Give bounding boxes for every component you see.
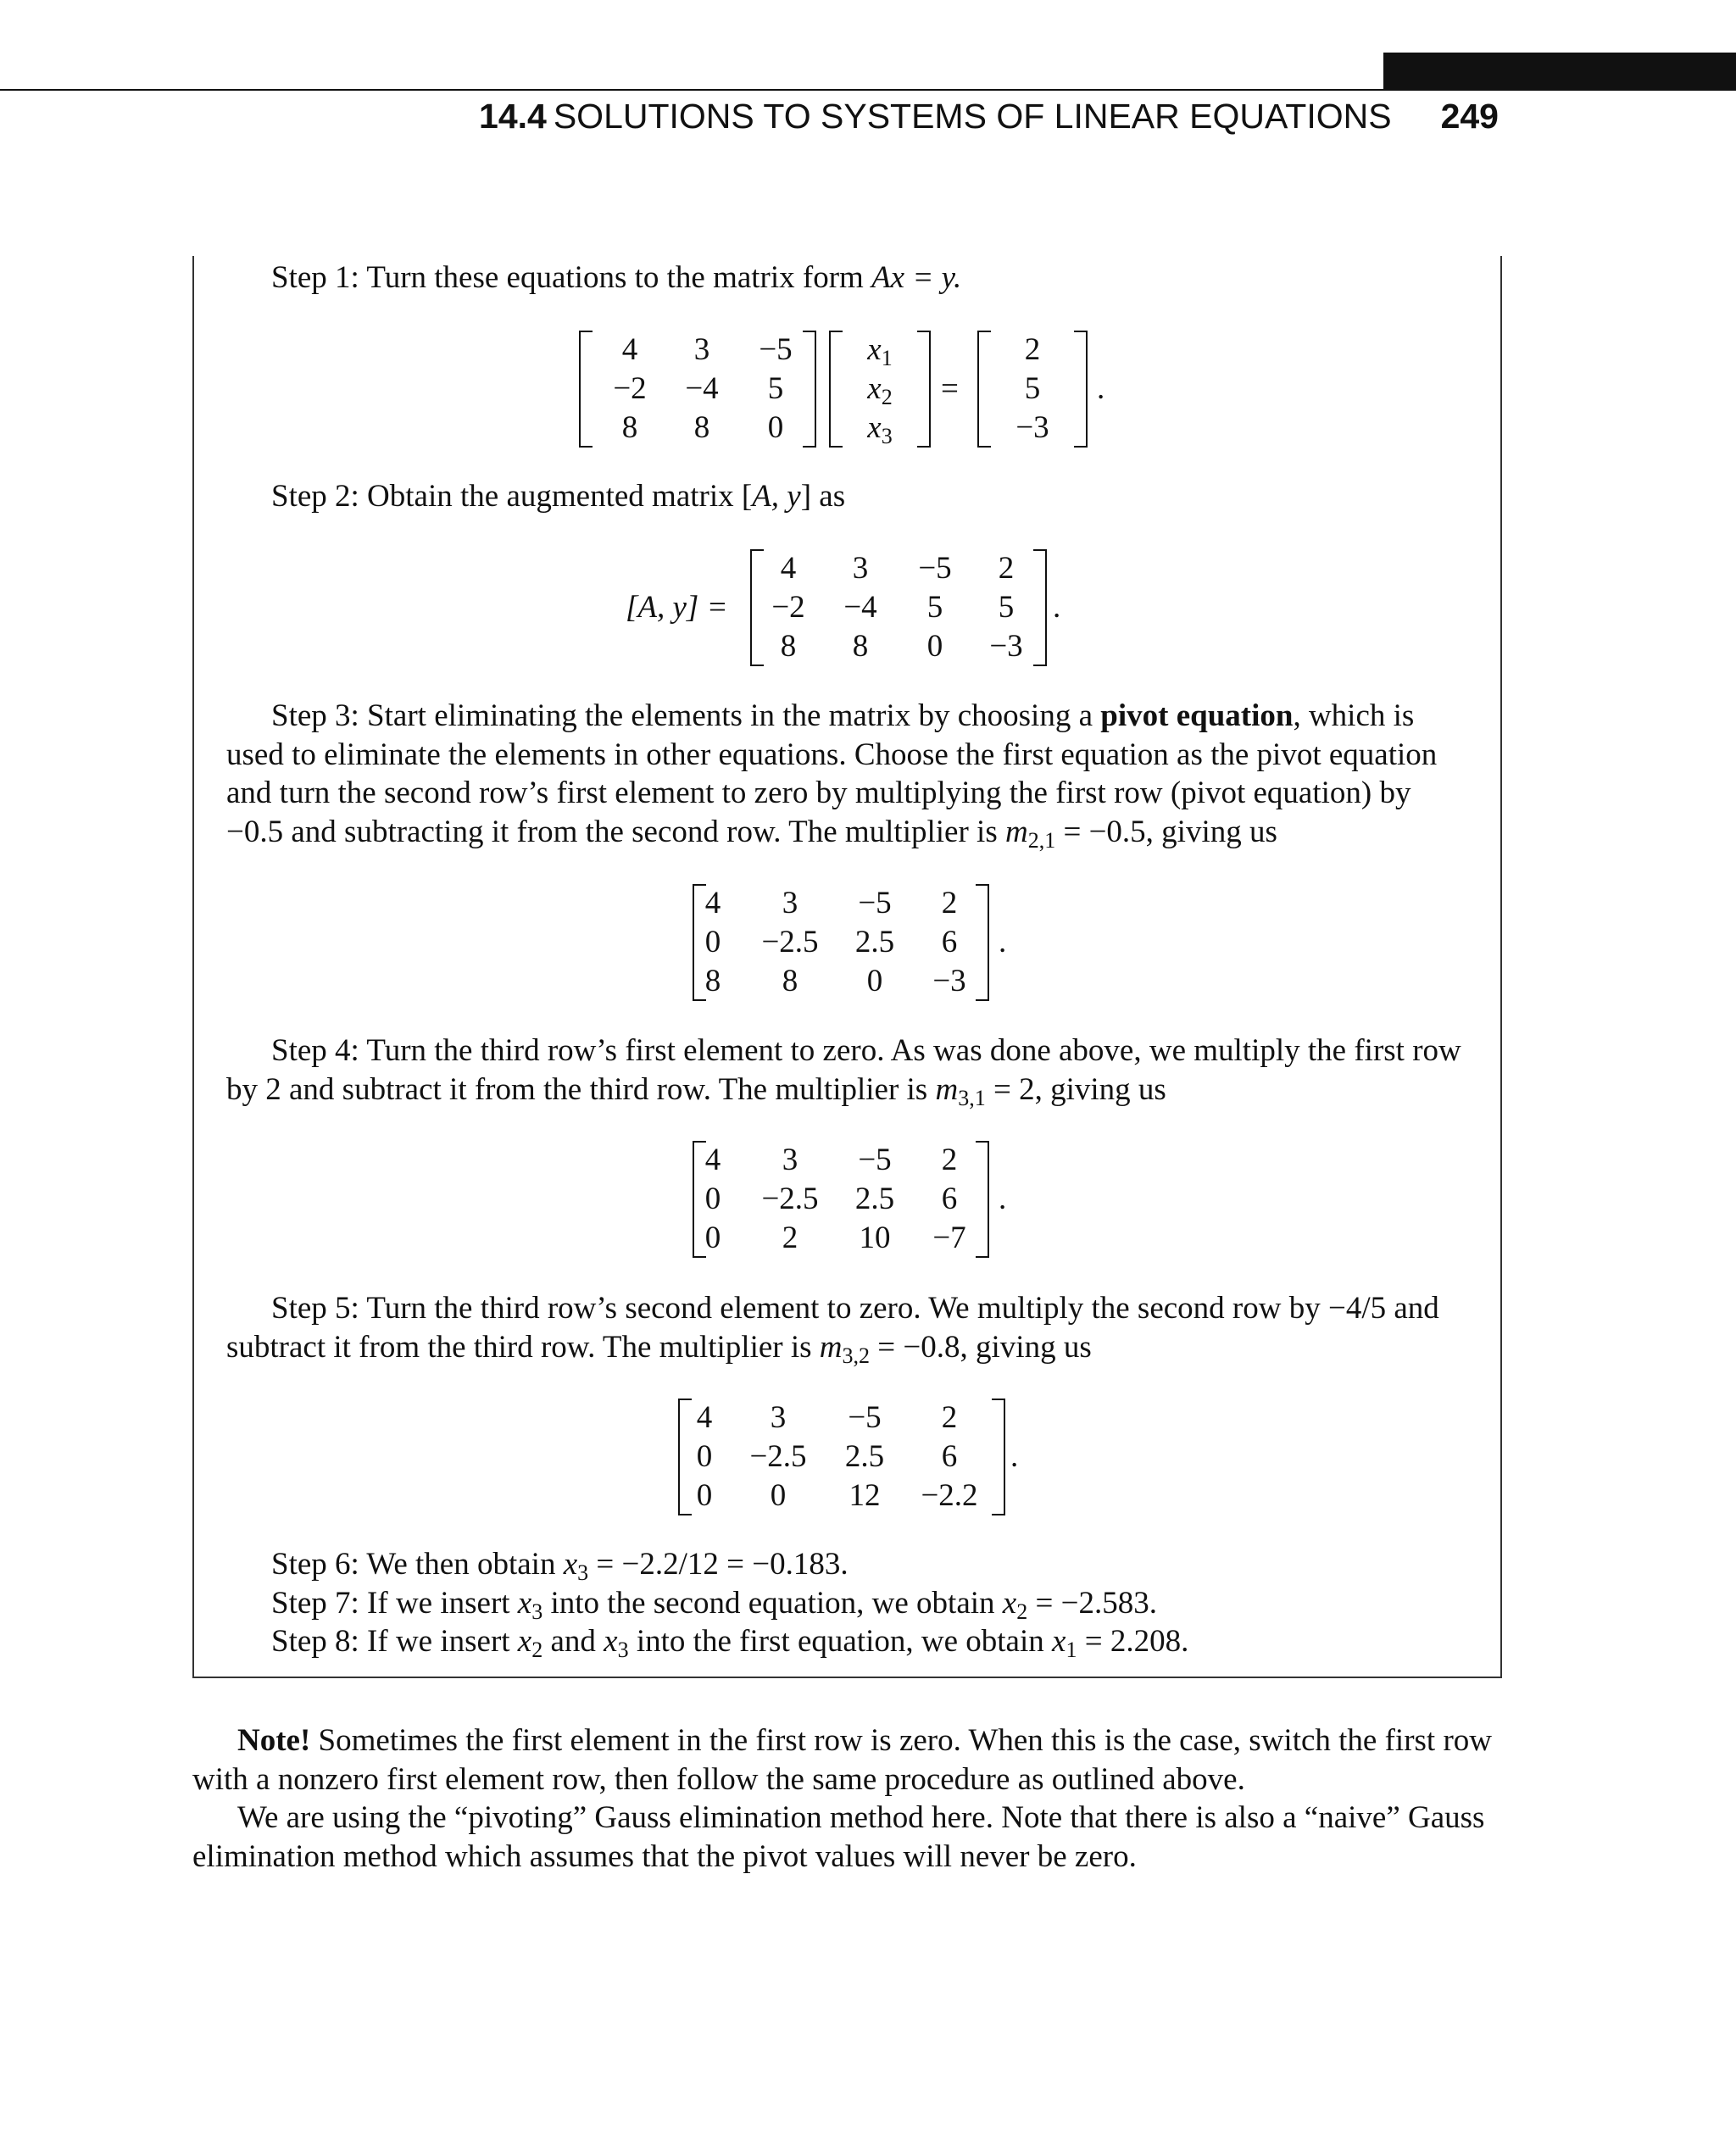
matrix-cell: 4 — [704, 886, 721, 920]
matrix-cell: 8 — [693, 410, 710, 445]
matrix-cell: 2 — [782, 1221, 798, 1255]
step6-text: Step 6: We then obtain $x_3 = -2.2/12 = -0.183$. — [271, 1547, 849, 1585]
matrix-cell: 0 — [704, 1182, 721, 1216]
matrix-cell: 4 — [704, 1143, 721, 1177]
matrix-cell: −3 — [989, 629, 1023, 664]
matrix-cell: −5 — [918, 551, 952, 586]
matrix-cell: 4 — [780, 551, 797, 586]
matrix-cell: −2.5 — [761, 925, 819, 959]
matrix-cell: −2.5 — [749, 1439, 807, 1474]
step1-vector-x — [829, 331, 931, 448]
running-header — [479, 95, 1499, 137]
bracket-right — [976, 884, 989, 1001]
bracket-right — [1074, 331, 1088, 448]
matrix-cell: 3 — [693, 332, 710, 367]
matrix-cell: 8 — [782, 964, 798, 998]
matrix-cell: $x_3$ — [867, 410, 893, 448]
matrix-cell: 0 — [696, 1478, 713, 1513]
matrix-cell: 12 — [849, 1478, 881, 1513]
matrix-cell: 2 — [998, 551, 1015, 586]
matrix-cell: 0 — [767, 410, 784, 445]
matrix-cell: 2 — [941, 1143, 958, 1177]
matrix-cell: 0 — [696, 1439, 713, 1474]
step5-matrix — [678, 1399, 1005, 1515]
step1-matrix-a — [579, 331, 816, 448]
bracket-left — [977, 331, 991, 448]
matrix-cell: −5 — [858, 1143, 892, 1177]
matrix-cell: 4 — [696, 1400, 713, 1435]
matrix-cell: −5 — [759, 332, 793, 367]
step5-paragraph: Step 5: Turn the third row’s second element to zero. We multiply the second row by −4/5 and subtract it from the third row. The multiplier is $m_{3,2} = -0.8$, giving us — [226, 1291, 1439, 1368]
matrix-cell: 5 — [926, 590, 943, 625]
matrix-cell: 2 — [941, 1400, 958, 1435]
chapter-title: SOLUTIONS TO SYSTEMS OF LINEAR EQUATIONS — [553, 97, 1392, 136]
bracket-right — [803, 331, 816, 448]
matrix-cell: 3 — [852, 551, 869, 586]
bracket-left — [693, 1141, 706, 1258]
step1-text: Step 1: Turn these equations to the matrix form Ax = y. — [271, 260, 962, 295]
matrix-cell: 5 — [998, 590, 1015, 625]
step1-vector-y — [977, 331, 1088, 448]
matrix-cell: −5 — [858, 886, 892, 920]
bracket-right — [1033, 549, 1047, 666]
step2-augmented-matrix — [750, 549, 1047, 666]
matrix-cell: 6 — [941, 925, 958, 959]
note-label: Note! — [237, 1723, 311, 1758]
matrix-cell: $x_2$ — [867, 371, 893, 409]
matrix-cell: −5 — [848, 1400, 882, 1435]
matrix-cell: 6 — [941, 1182, 958, 1216]
bracket-left — [829, 331, 843, 448]
matrix-cell: 6 — [941, 1439, 958, 1474]
matrix-cell: −4 — [843, 590, 877, 625]
step8-text: Step 8: If we insert $x_2$ and $x_3$ into the first equation, we obtain $x_1 = 2.208$. — [271, 1624, 1189, 1662]
matrix-cell: 5 — [767, 371, 784, 406]
matrix-cell: $x_1$ — [867, 332, 893, 370]
matrix-cell: 2.5 — [854, 925, 895, 959]
matrix-cell: 5 — [1024, 371, 1041, 406]
matrix-cell: 8 — [704, 964, 721, 998]
bracket-right — [992, 1399, 1005, 1515]
matrix-cell: 8 — [780, 629, 797, 664]
step4-paragraph: Step 4: Turn the third row’s first element to zero. As was done above, we multiply the first row by 2 and subtract it from the third row. The multiplier is $m_{3,1} = 2$, giving us — [226, 1033, 1461, 1110]
matrix-cell: 0 — [704, 925, 721, 959]
bracket-left — [579, 331, 593, 448]
bracket-left — [678, 1399, 692, 1515]
matrix-cell: 2.5 — [844, 1439, 885, 1474]
matrix-cell: 3 — [782, 1143, 798, 1177]
top-tab-bar — [1383, 53, 1736, 90]
step3-paragraph: Step 3: Start eliminating the elements in the matrix by choosing a pivot equation, which is used to eliminate the elements in other equations. Choose the first equation as the pivot equation and turn the second row’s first element to zero by multiplying the first row (pivot equation) by −0.5 and subtracting it from the second row. The multiplier is $m_{2,1} = -0.5$, giving us — [226, 698, 1438, 853]
bracket-right — [976, 1141, 989, 1258]
step1-period: . — [1097, 371, 1105, 406]
bracket-right — [917, 331, 931, 448]
matrix-cell: 3 — [782, 886, 798, 920]
matrix-cell: −3 — [932, 964, 966, 998]
step7-text: Step 7: If we insert $x_3$ into the second equation, we obtain $x_2 = -2.583$. — [271, 1586, 1157, 1624]
matrix-cell: 4 — [621, 332, 638, 367]
matrix-cell: 8 — [852, 629, 869, 664]
step1-equals: = — [941, 371, 959, 406]
matrix-cell: 0 — [770, 1478, 787, 1513]
bracket-left — [750, 549, 764, 666]
matrix-cell: −4 — [685, 371, 719, 406]
top-rule — [0, 89, 1736, 91]
matrix-cell: 2 — [941, 886, 958, 920]
matrix-cell: 2 — [1024, 332, 1041, 367]
note-paragraph: Note! Sometimes the first element in the first row is zero. When this is the case, switch the first row with a nonzero first element row, then follow the same procedure as outlined above. We are using the “pivoting” Gauss elimination method here. Note that there is also a “naive” Gauss elimination method which assumes that the pivot values will never be zero. — [192, 1723, 1492, 1874]
matrix-cell: −2.2 — [921, 1478, 978, 1513]
step3-period: . — [999, 925, 1007, 959]
step1-formula: Ax = y. — [871, 260, 962, 295]
section-number: 14.4 — [479, 97, 547, 136]
matrix-cell: −3 — [1015, 410, 1049, 445]
matrix-cell: 8 — [621, 410, 638, 445]
matrix-cell: −2.5 — [761, 1182, 819, 1216]
bracket-left — [693, 884, 706, 1001]
matrix-cell: 0 — [704, 1221, 721, 1255]
step5-period: . — [1010, 1439, 1019, 1474]
matrix-cell: −2 — [613, 371, 647, 406]
step2-lhs: [A, y] = — [626, 590, 728, 625]
matrix-cell: 0 — [866, 964, 883, 998]
matrix-cell: 10 — [859, 1221, 891, 1255]
step2-period: . — [1053, 590, 1061, 625]
matrix-cell: 0 — [926, 629, 943, 664]
step4-period: . — [999, 1182, 1007, 1216]
matrix-cell: 2.5 — [854, 1182, 895, 1216]
matrix-cell: −2 — [771, 590, 805, 625]
matrix-cell: 3 — [770, 1400, 787, 1435]
pivot-equation-term: pivot equation — [1100, 698, 1294, 733]
page-number: 249 — [1440, 97, 1499, 136]
step3-matrix — [693, 884, 989, 1001]
step2-text: Step 2: Obtain the augmented matrix [A, y] as — [271, 479, 846, 514]
matrix-cell: −7 — [932, 1221, 966, 1255]
step4-matrix — [693, 1141, 989, 1258]
